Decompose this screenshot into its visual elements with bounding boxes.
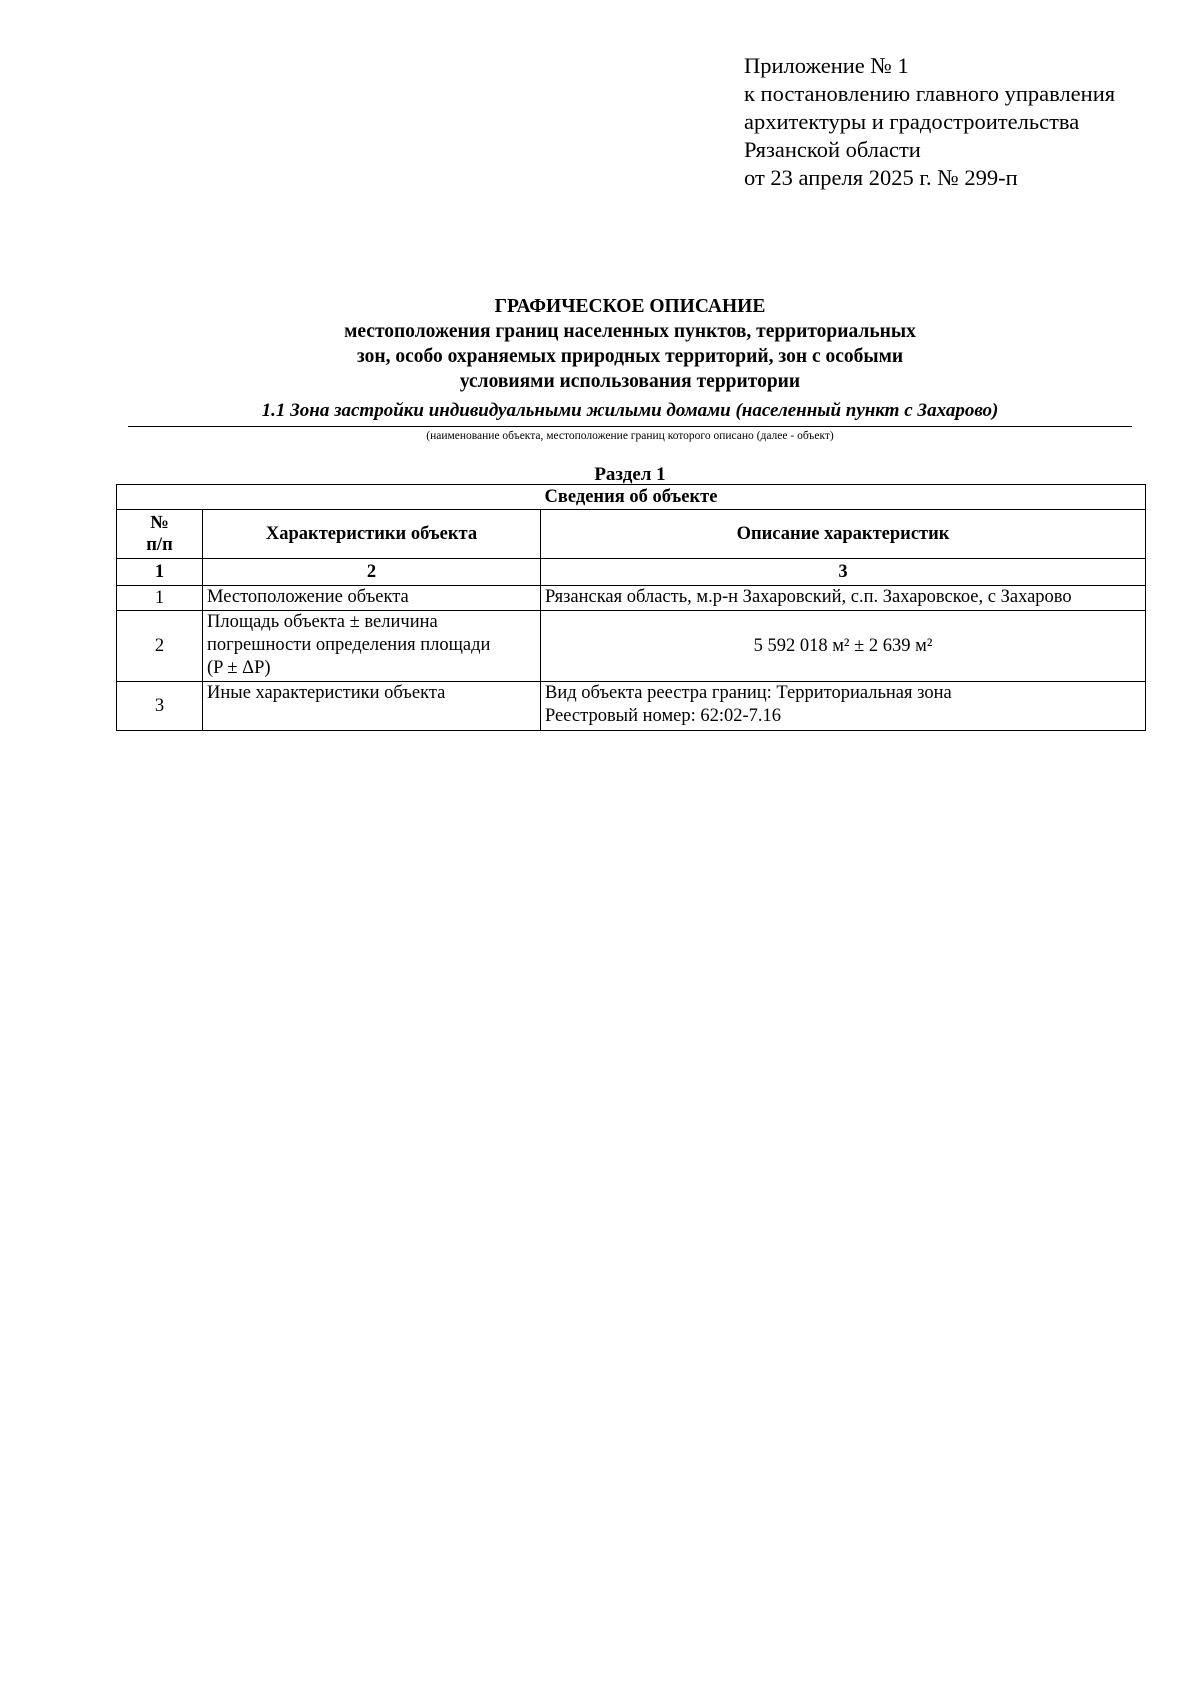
row-description <box>541 586 1146 611</box>
characteristic-line: Местоположение объекта <box>207 587 409 607</box>
header-num <box>117 510 203 559</box>
appendix-block <box>744 52 1184 192</box>
row-num: 3 <box>117 682 203 731</box>
table-caption: Сведения об объекте <box>117 485 1146 510</box>
row-characteristic <box>203 586 541 611</box>
description-line: Рязанская область, м.р-н Захаровский, с.п. Захаровское, с Захарово <box>545 587 1072 607</box>
row-characteristic <box>203 682 541 731</box>
header-characteristics: Характеристики объекта <box>203 510 541 559</box>
appendix-line: Рязанской области <box>744 137 921 162</box>
characteristic-line: (P ± ΔP) <box>207 658 271 678</box>
characteristic-line: погрешности определения площади <box>207 635 491 655</box>
title-sub-line: местоположения границ населенных пунктов, территориальных <box>344 321 916 342</box>
header-num-line: п/п <box>146 535 173 555</box>
description-line: Вид объекта реестра границ: Территориальная зона <box>545 683 952 703</box>
row-num: 1 <box>117 586 203 611</box>
row-description <box>541 682 1146 731</box>
table-header-row <box>117 510 1146 559</box>
column-index: 2 <box>203 559 541 586</box>
object-name: 1.1 Зона застройки индивидуальными жилыми домами (населенный пункт с Захарово) <box>261 400 999 421</box>
table-row <box>117 586 1146 611</box>
header-description: Описание характеристик <box>541 510 1146 559</box>
row-description <box>541 611 1146 682</box>
title-sub-line: условиями использования территории <box>459 371 801 392</box>
header-num-line: № <box>150 513 169 533</box>
characteristic-line: Иные характеристики объекта <box>207 683 446 703</box>
table-row <box>117 611 1146 682</box>
title-main: ГРАФИЧЕСКОЕ ОПИСАНИЕ <box>494 296 766 317</box>
appendix-line: архитектуры и градостроительства <box>744 109 1080 134</box>
characteristic-line: Площадь объекта ± величина <box>207 612 438 632</box>
section-title: Раздел 1 <box>594 464 666 485</box>
appendix-line: к постановлению главного управления <box>744 81 1116 106</box>
object-caption: (наименование объекта, местоположение границ которого описано (далее - объект) <box>426 430 834 442</box>
object-underline <box>128 426 1132 427</box>
row-num: 2 <box>117 611 203 682</box>
row-characteristic <box>203 611 541 682</box>
title-sub-line: зон, особо охраняемых природных территорий, зон с особыми <box>356 346 904 367</box>
description-line: Реестровый номер: 62:02-7.16 <box>545 706 782 726</box>
column-index: 1 <box>117 559 203 586</box>
appendix-line: Приложение № 1 <box>744 53 909 78</box>
table-caption-row <box>117 485 1146 510</box>
column-index: 3 <box>541 559 1146 586</box>
description-line: 5 592 018 м² ± 2 639 м² <box>753 635 933 656</box>
object-info-table <box>116 484 1146 731</box>
column-index-row <box>117 559 1146 586</box>
document-title <box>0 294 1200 394</box>
table-row <box>117 682 1146 731</box>
appendix-line: от 23 апреля 2025 г. № 299-п <box>744 165 1018 190</box>
